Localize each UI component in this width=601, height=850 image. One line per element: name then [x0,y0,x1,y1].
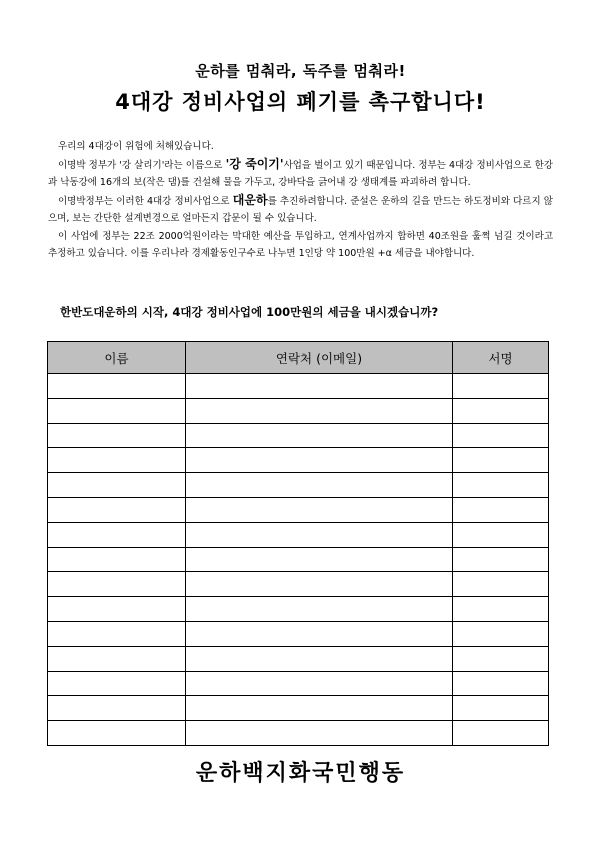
table-row [48,621,549,646]
contact-cell [186,721,453,746]
signature-cell [453,547,549,572]
contact-cell [186,497,453,522]
name-cell [48,597,186,622]
signature-cell [453,374,549,399]
name-cell [48,423,186,448]
contact-cell [186,671,453,696]
paragraph-2-text-c: 사업을 벌이고 있기 때문입니다. 정부는 4대강 정비사업으로 한강과 낙동강에 16개의 보(작은 댐)를 건설해 물을 가두고, 강바닥을 긁어내 강 생태계를 파괴하려 합니다. [48,159,553,188]
name-cell [48,398,186,423]
table-row [48,572,549,597]
table-row [48,721,549,746]
contact-cell [186,597,453,622]
paragraph-3 [48,192,553,228]
table-row [48,671,549,696]
signature-cell [453,497,549,522]
signature-cell [453,423,549,448]
contact-cell [186,572,453,597]
table-row [48,497,549,522]
signature-cell [453,621,549,646]
organization-name: 운하백지화국민행동 [195,761,406,786]
table-row [48,597,549,622]
name-cell [48,448,186,473]
signature-cell [453,398,549,423]
paragraph-1-text: 우리의 4대강이 위험에 처해있습니다. [58,141,214,152]
table-row [48,646,549,671]
name-cell [48,621,186,646]
table-header-row [48,342,549,374]
signature-table [47,341,549,746]
contact-cell [186,522,453,547]
column-header-contact: 연락처 (이메일) [186,342,453,374]
name-cell [48,473,186,498]
contact-cell [186,398,453,423]
paragraph-2 [48,156,553,192]
column-header-signature: 서명 [453,342,549,374]
contact-cell [186,473,453,498]
contact-cell [186,646,453,671]
name-cell [48,572,186,597]
subtitle: 운하를 멈춰라, 독주를 멈춰라! [195,62,406,80]
name-cell [48,646,186,671]
signature-cell [453,597,549,622]
signature-cell [453,671,549,696]
signature-cell [453,522,549,547]
signature-cell [453,572,549,597]
signature-cell [453,448,549,473]
table-body [48,374,549,746]
name-cell [48,547,186,572]
signature-cell [453,646,549,671]
page-title: 4대강 정비사업의 폐기를 촉구합니다! [115,90,486,114]
name-cell [48,696,186,721]
paragraph-1 [48,138,553,156]
contact-cell [186,374,453,399]
contact-cell [186,621,453,646]
table-row [48,448,549,473]
paragraph-3-emphasis: 대운하 [232,192,268,207]
name-cell [48,497,186,522]
table-row [48,423,549,448]
question: 한반도대운하의 시작, 4대강 정비사업에 100만원의 세금을 내시겠습니까? [60,305,439,319]
paragraph-2-emphasis: '강 죽이기' [225,156,284,171]
contact-cell [186,547,453,572]
paragraph-4 [48,228,553,263]
table-row [48,398,549,423]
contact-cell [186,423,453,448]
signature-cell [453,696,549,721]
contact-cell [186,696,453,721]
name-cell [48,374,186,399]
signature-cell [453,721,549,746]
table-row [48,473,549,498]
paragraph-3-text-a: 이명박정부는 이러한 4대강 정비사업으로 [58,195,233,207]
paragraph-4-text: 이 사업에 정부는 22조 2000억원이라는 막대한 예산을 투입하고, 연계사업까지 합하면 40조원을 훌쩍 넘길 것이라고 추정하고 있습니다. 이를 우리나라 경제활동인구수로 나누면 1인당 약 100만원 +α 세금을 내야합니다. [48,230,553,259]
body-text [48,138,553,263]
table-row [48,696,549,721]
table-row [48,547,549,572]
name-cell [48,522,186,547]
contact-cell [186,448,453,473]
name-cell [48,721,186,746]
signature-cell [453,473,549,498]
table-row [48,374,549,399]
paragraph-2-text-a: 이명박 정부가 '강 살리기'라는 이름으로 [58,159,226,171]
paragraph-3-text-c: 를 추진하려합니다. 준설은 운하의 길을 만드는 하도정비와 다르지 않으며, 보는 간단한 설계변경으로 얼마든지 갑문이 될 수 있습니다. [48,195,553,224]
column-header-name: 이름 [48,342,186,374]
table-row [48,522,549,547]
name-cell [48,671,186,696]
